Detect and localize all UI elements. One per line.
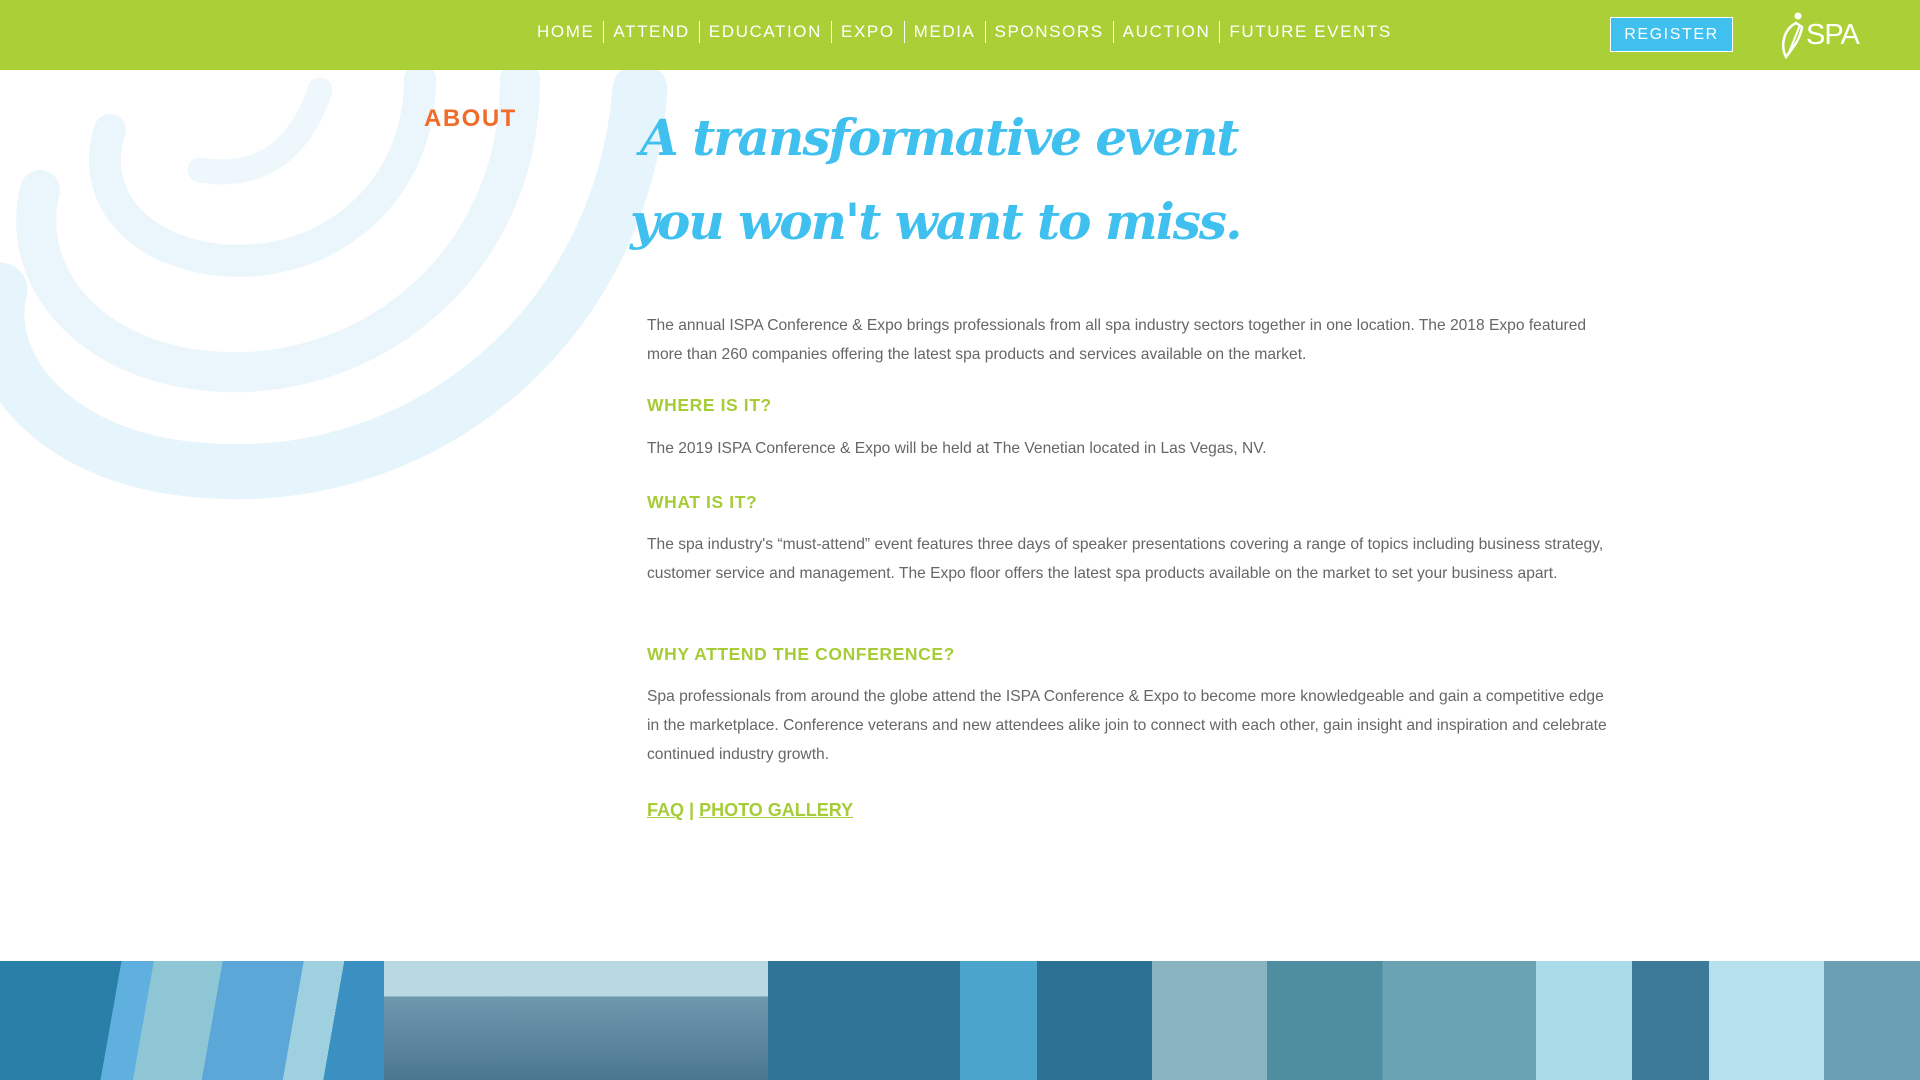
nav-sponsors[interactable]: SPONSORS — [985, 21, 1113, 43]
photo-crowd — [384, 961, 768, 1080]
register-button[interactable]: REGISTER — [1610, 17, 1733, 52]
footer-links — [647, 800, 1607, 821]
photo-attendees — [1536, 961, 1920, 1080]
link-separator: | — [689, 800, 695, 820]
main-menu — [537, 21, 1401, 43]
logo-text: SPA — [1806, 18, 1859, 51]
nav-home[interactable]: HOME — [537, 22, 595, 41]
heading-what: WHAT IS IT? — [647, 492, 758, 512]
section-label: ABOUT — [424, 105, 517, 132]
nav-education[interactable]: EDUCATION — [699, 21, 831, 43]
why-paragraph: Spa professionals from around the globe attend the ISPA Conference & Expo to become more knowledgeable and gain a competitive edge in the marketplace. Conference veterans and new attendees alike join to connect with each other, gain insight and inspiration and celebrate continued industry growth. — [647, 688, 1607, 763]
ispa-leaf-icon — [1778, 11, 1808, 59]
photo-expo-booth — [1152, 961, 1536, 1080]
photo-gallery-link[interactable]: PHOTO GALLERY — [699, 800, 854, 820]
top-nav — [0, 0, 1920, 70]
intro-paragraph: The annual ISPA Conference & Expo brings professionals from all spa industry sectors together in one location. The 2018 Expo featured more than 260 companies offering the latest spa products and services available on the market. — [647, 317, 1587, 363]
photo-conference-sign — [0, 961, 384, 1080]
ispa-logo[interactable] — [1778, 10, 1862, 60]
headline-line-1: A transformative event — [640, 108, 1238, 167]
heading-why: WHY ATTEND THE CONFERENCE? — [647, 644, 955, 664]
heading-where: WHERE IS IT? — [647, 395, 772, 415]
headline-line-2: you won't want to miss. — [630, 192, 1241, 251]
nav-attend[interactable]: ATTEND — [603, 21, 698, 43]
nav-auction[interactable]: AUCTION — [1113, 21, 1220, 43]
faq-link[interactable]: FAQ — [647, 800, 685, 820]
photo-strip — [0, 961, 1920, 1080]
photo-cake — [768, 961, 1152, 1080]
brush-swirl-decoration — [0, 70, 680, 510]
what-paragraph: The spa industry's “must-attend” event features three days of speaker presentations covering a range of topics including business strategy, customer service and management. The Expo floor offers the latest spa products available on the market to set your business apart. — [647, 536, 1604, 582]
nav-media[interactable]: MEDIA — [904, 21, 985, 43]
nav-expo[interactable]: EXPO — [831, 21, 904, 43]
nav-future-events[interactable]: FUTURE EVENTS — [1219, 21, 1400, 43]
headline — [630, 96, 1241, 264]
where-paragraph: The 2019 ISPA Conference & Expo will be held at The Venetian located in Las Vegas, NV. — [647, 440, 1267, 457]
